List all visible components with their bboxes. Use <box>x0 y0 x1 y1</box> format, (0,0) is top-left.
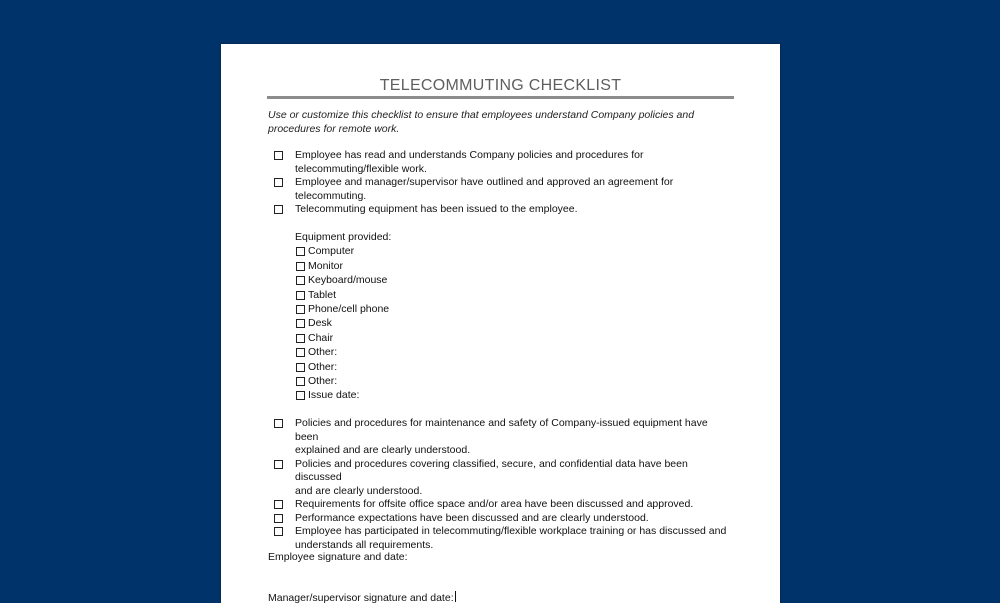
equipment-item-label: Chair <box>308 331 334 344</box>
checklist-item[interactable] <box>271 417 731 458</box>
checklist-item-line1: Employee has participated in telecommuting/flexible workplace training or has discussed and <box>295 525 727 537</box>
equipment-item[interactable] <box>295 244 495 258</box>
equipment-item[interactable] <box>295 360 495 374</box>
checkbox-icon[interactable] <box>296 247 305 256</box>
checkbox-icon[interactable] <box>274 151 283 160</box>
checkbox-icon[interactable] <box>274 500 283 509</box>
equipment-item-label: Computer <box>308 245 355 258</box>
checklist-item-line1: Employee and manager/supervisor have outlined and approved an agreement for <box>295 176 674 188</box>
checkbox-icon[interactable] <box>296 391 305 400</box>
checklist-item[interactable] <box>271 512 731 526</box>
checkbox-icon[interactable] <box>274 178 283 187</box>
checklist-item[interactable] <box>271 525 731 552</box>
checkbox-icon[interactable] <box>296 276 305 285</box>
checkbox-icon[interactable] <box>296 363 305 372</box>
equipment-item[interactable] <box>295 374 495 388</box>
checkbox-icon[interactable] <box>296 319 305 328</box>
title-underline <box>267 96 734 99</box>
checklist-item[interactable] <box>271 498 731 512</box>
equipment-item-label: Other: <box>308 360 338 373</box>
equipment-item-label: Keyboard/mouse <box>308 274 388 287</box>
checklist-item-line2: telecommuting. <box>295 189 367 202</box>
checkbox-icon[interactable] <box>274 527 283 536</box>
checklist-item[interactable] <box>271 149 673 176</box>
checklist-item-line1: Telecommuting equipment has been issued to the employee. <box>295 203 578 215</box>
equipment-item[interactable] <box>295 288 495 302</box>
equipment-item[interactable] <box>295 302 495 316</box>
checklist-item-line1: Policies and procedures covering classified, secure, and confidential data have been discussed <box>295 457 688 483</box>
checkbox-icon[interactable] <box>296 348 305 357</box>
equipment-item-label: Tablet <box>308 288 337 301</box>
checkbox-icon[interactable] <box>274 205 283 214</box>
equipment-item-label: Desk <box>308 317 332 330</box>
equipment-item-label: Monitor <box>308 259 344 272</box>
equipment-list <box>295 230 495 403</box>
document-title: TELECOMMUTING CHECKLIST <box>379 77 622 94</box>
document-page[interactable] <box>221 44 780 603</box>
checkbox-icon[interactable] <box>296 262 305 271</box>
checklist-item-line2: explained and are clearly understood. <box>295 444 471 456</box>
equipment-item[interactable] <box>295 316 495 330</box>
checkbox-icon[interactable] <box>274 514 283 523</box>
checklist-item-line2: and are clearly understood. <box>295 484 423 497</box>
text-cursor <box>455 591 456 602</box>
checklist-item-line2: understands all requirements. <box>295 538 434 551</box>
checkbox-icon[interactable] <box>296 334 305 343</box>
equipment-label: Equipment provided: <box>295 231 392 243</box>
equipment-item[interactable] <box>295 331 495 345</box>
checklist-item-line2: telecommuting/flexible work. <box>295 162 427 175</box>
checklist-top-group <box>271 149 673 217</box>
equipment-item[interactable] <box>295 345 495 359</box>
checkbox-icon[interactable] <box>274 460 283 469</box>
equipment-item-label: Issue date: <box>308 389 360 402</box>
equipment-item-label: Phone/cell phone <box>308 303 390 316</box>
checkbox-icon[interactable] <box>296 305 305 314</box>
manager-signature-line[interactable] <box>268 591 456 603</box>
checklist-item[interactable] <box>271 203 673 217</box>
equipment-item[interactable] <box>295 388 495 402</box>
intro-paragraph: Use or customize this checklist to ensure that employees understand Company policies and procedures for remote work. <box>268 109 695 135</box>
checklist-item[interactable] <box>271 176 673 203</box>
checklist-item[interactable] <box>271 458 731 499</box>
checkbox-icon[interactable] <box>274 419 283 428</box>
checklist-item-line1: Policies and procedures for maintenance and safety of Company-issued equipment have been <box>295 417 708 443</box>
equipment-item-label: Other: <box>308 375 338 388</box>
manager-signature-label: Manager/supervisor signature and date: <box>268 592 454 603</box>
checkbox-icon[interactable] <box>296 291 305 300</box>
checklist-bottom-group <box>271 417 731 552</box>
equipment-item[interactable] <box>295 259 495 273</box>
checklist-item-line1: Performance expectations have been discussed and are clearly understood. <box>295 511 649 524</box>
checklist-item-line1: Employee has read and understands Company policies and procedures for <box>295 149 644 161</box>
checkbox-icon[interactable] <box>296 377 305 386</box>
checklist-item-line1: Requirements for offsite office space and/or area have been discussed and approved. <box>295 498 694 510</box>
employee-signature-line[interactable]: Employee signature and date: <box>268 551 408 563</box>
equipment-item-label: Other: <box>308 346 338 359</box>
equipment-item[interactable] <box>295 273 495 287</box>
